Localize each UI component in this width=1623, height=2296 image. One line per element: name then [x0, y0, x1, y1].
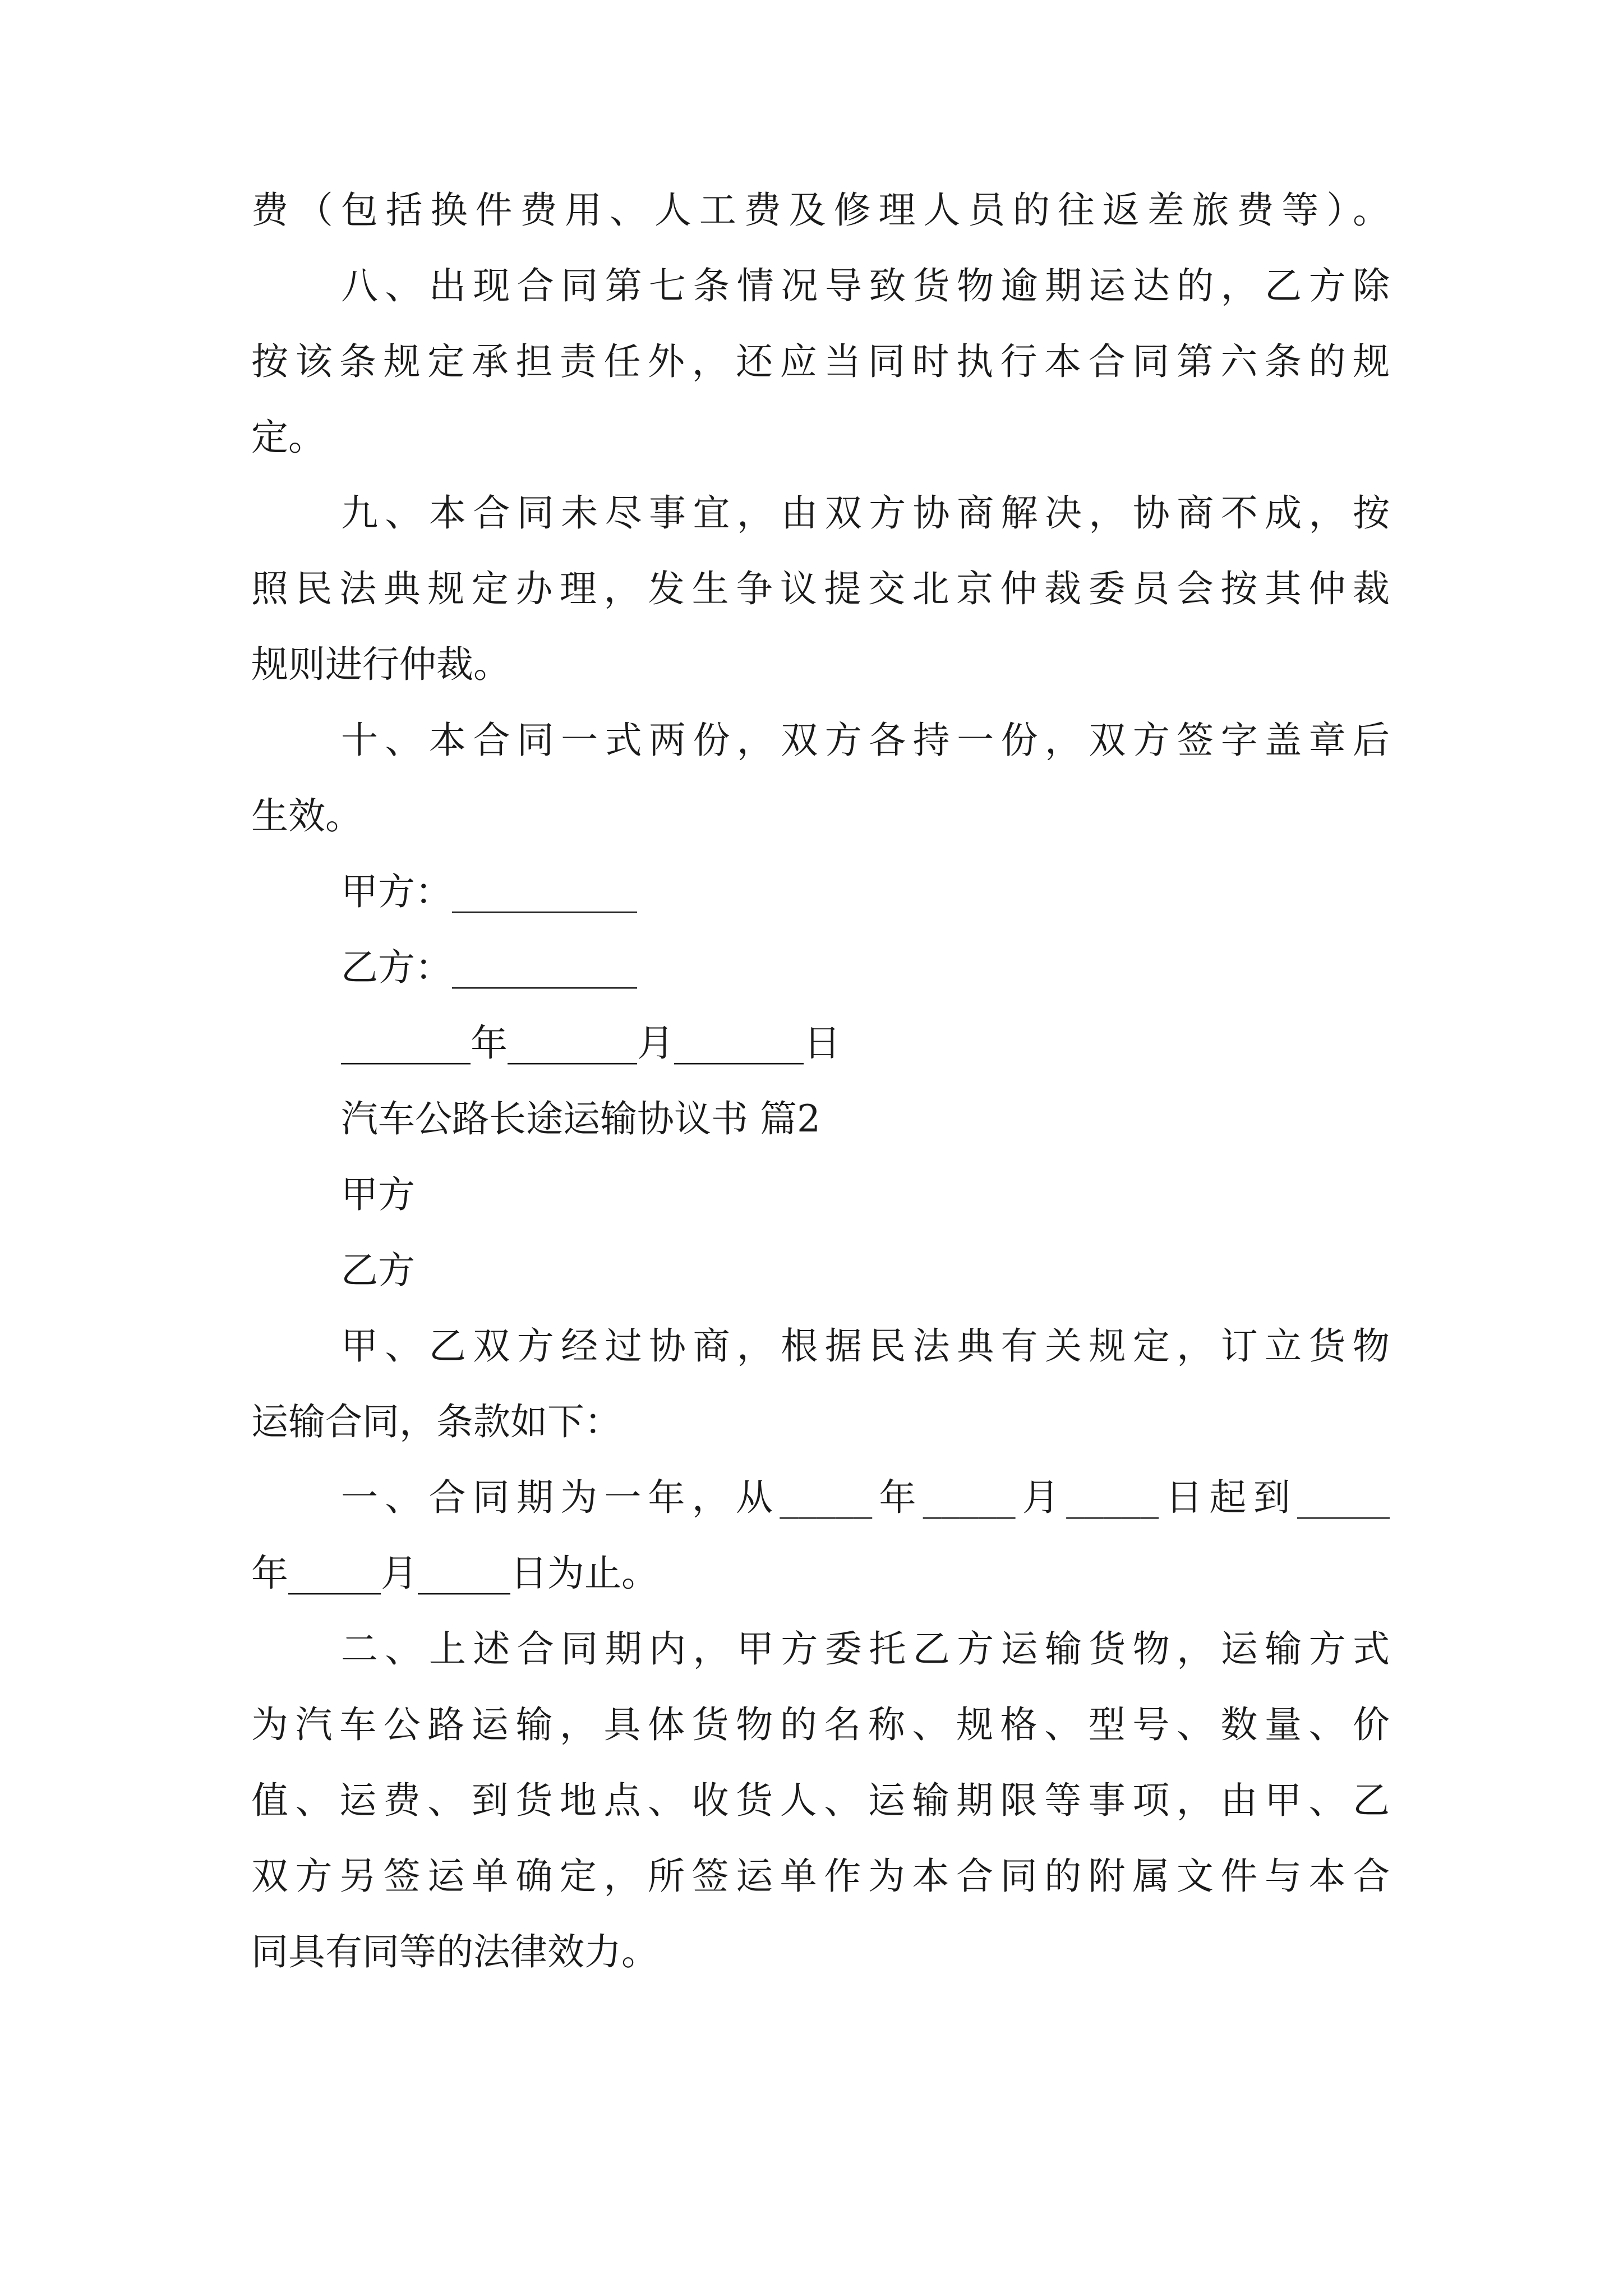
party-a-label: 甲方	[341, 1173, 415, 1216]
text-line: 十、本合同一式两份，双方各持一份，双方签字盖章后	[341, 719, 1390, 762]
text-line: 费（包括换件费用、人工费及修理人员的往返差旅费等）。	[251, 188, 1390, 232]
text-line: 年_____月_____日为止。	[251, 1552, 658, 1595]
text-line: 同具有同等的法律效力。	[251, 1930, 658, 1973]
text-line: 一、合同期为一年，从_____年_____月_____日起到_____	[341, 1476, 1390, 1519]
text-line: 生效。	[251, 794, 362, 838]
text-line: 值、运费、到货地点、收货人、运输期限等事项，由甲、乙	[251, 1779, 1390, 1822]
text-line: 照民法典规定办理，发生争议提交北京仲裁委员会按其仲裁	[251, 567, 1390, 610]
party-b-signature-line: 乙方：__________	[341, 946, 637, 989]
text-line: 运输合同，条款如下：	[251, 1400, 621, 1443]
text-line: 双方另签运单确定，所签运单作为本合同的附属文件与本合	[251, 1855, 1390, 1898]
text-line: 九、本合同未尽事宜，由双方协商解决，协商不成，按	[341, 491, 1390, 535]
text-line: 定。	[251, 416, 325, 459]
date-line: _______年_______月_______日	[341, 1022, 841, 1065]
text-line: 为汽车公路运输，具体货物的名称、规格、型号、数量、价	[251, 1703, 1390, 1746]
party-b-label: 乙方	[341, 1249, 415, 1292]
text-line: 八、出现合同第七条情况导致货物逾期运达的，乙方除	[341, 264, 1390, 307]
section-title: 汽车公路长途运输协议书 篇2	[341, 1097, 820, 1140]
party-a-signature-line: 甲方：__________	[341, 870, 637, 913]
text-line: 甲、乙双方经过协商，根据民法典有关规定，订立货物	[341, 1324, 1390, 1368]
text-line: 规则进行仲裁。	[251, 643, 510, 686]
text-line: 按该条规定承担责任外，还应当同时执行本合同第六条的规	[251, 340, 1390, 383]
text-line: 二、上述合同期内，甲方委托乙方运输货物，运输方式	[341, 1627, 1390, 1671]
